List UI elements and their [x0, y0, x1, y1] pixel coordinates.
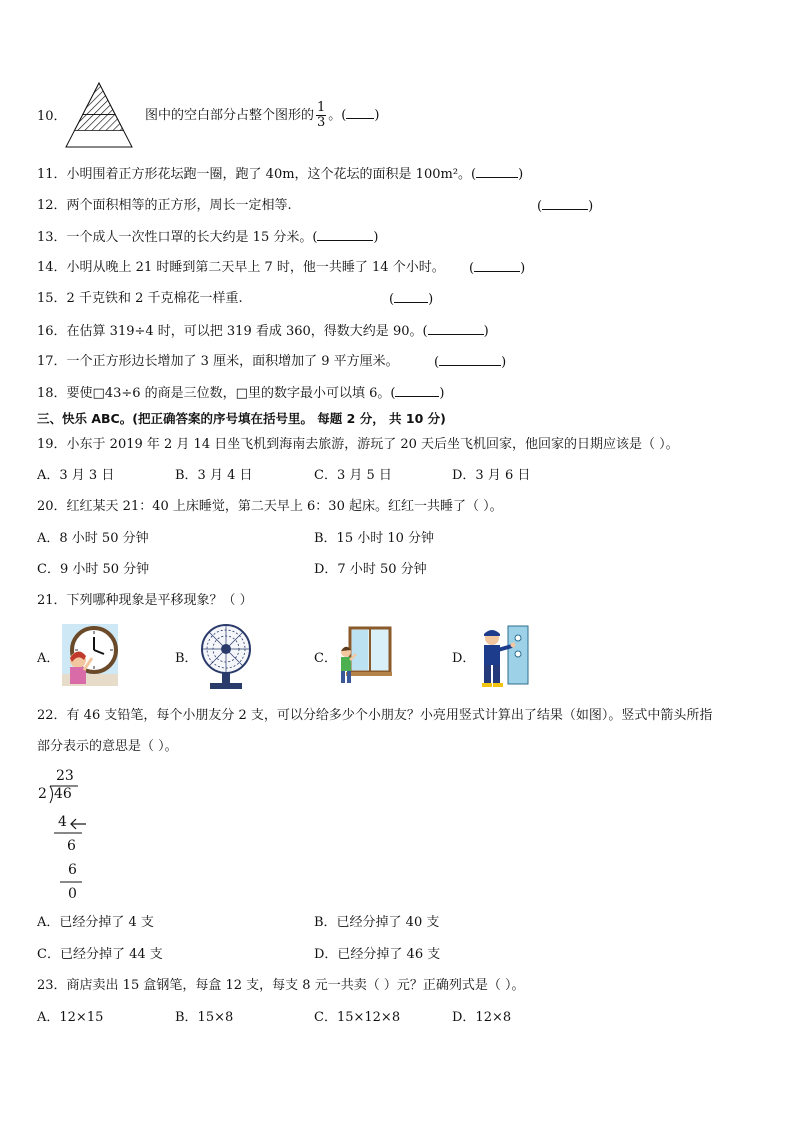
division-step2: 6 [68, 862, 77, 878]
q13-text: 13．一个成人一次性口罩的长大约是 15 分米。( [37, 230, 318, 245]
division-remainder1: 6 [67, 838, 76, 854]
q21-option-c[interactable]: C． [314, 651, 337, 666]
q19-option-a[interactable]: A．3 月 3 日 [37, 468, 115, 483]
q17-answer [434, 353, 506, 372]
q15 [37, 290, 243, 308]
q15-answer-blank[interactable] [394, 290, 428, 303]
q23-option-c[interactable]: C．15×12×8 [314, 1010, 401, 1025]
q12-open: ( [537, 199, 543, 214]
q22-option-b[interactable]: B．已经分掉了 40 支 [314, 915, 440, 930]
q23-option-b[interactable]: B．15×8 [175, 1010, 234, 1025]
q22-option-d[interactable]: D．已经分掉了 46 支 [314, 947, 441, 962]
q14-text: 14．小明从晚上 21 时睡到第二天早上 7 时，他一共睡了 14 个小时。 [37, 260, 445, 275]
q16-answer-blank[interactable] [428, 322, 484, 335]
q19-option-d[interactable]: D．3 月 6 日 [452, 468, 531, 483]
q21-option-a[interactable]: A． [37, 651, 60, 666]
q22-option-c[interactable]: C．已经分掉了 44 支 [37, 947, 163, 962]
q16-text: 16．在估算 319÷4 时，可以把 319 看成 360，得数大约是 90。( [37, 324, 428, 339]
q18 [37, 384, 445, 403]
q12-close: ) [588, 199, 594, 214]
q10-number: 10． [37, 109, 67, 124]
q15-answer [389, 290, 433, 309]
q14-close: ) [520, 261, 526, 276]
q14 [37, 259, 445, 277]
q11 [37, 165, 523, 184]
division-step1: 4 [58, 814, 67, 830]
q19-text: 19．小东于 2019 年 2 月 14 日坐飞机到海南去旅游，游玩了 20 天后坐飞机回家，他回家的日期应该是（ ）。 [37, 437, 679, 452]
q17-text: 17．一个正方形边长增加了 3 厘米，面积增加了 9 平方厘米。 [37, 354, 399, 369]
q20-text: 20．红红某天 21：40 上床睡觉，第二天早上 6：30 起床。红红一共睡了（ ）。 [37, 499, 503, 514]
window-icon [336, 626, 392, 686]
division-divisor: 2 [38, 786, 47, 802]
q15-text: 15．2 千克铁和 2 千克棉花一样重. [37, 291, 243, 306]
q18-answer-blank[interactable] [395, 384, 439, 397]
q22-option-a[interactable]: A．已经分掉了 4 支 [37, 915, 154, 930]
q12 [37, 197, 292, 215]
q10-text-before: 图中的空白部分占整个图形的 [145, 108, 315, 123]
q19-option-c[interactable]: C．3 月 5 日 [314, 468, 392, 483]
q11-answer-blank[interactable] [476, 165, 518, 178]
q11-text: 11．小明围着正方形花坛跑一圈，跑了 40m，这个花坛的面积是 100m²。( [37, 167, 477, 182]
q17-close: ) [501, 355, 507, 370]
q16-close: ) [483, 324, 489, 339]
q17-open: ( [434, 355, 440, 370]
q22-text-line2: 部分表示的意思是（ ）。 [37, 739, 178, 754]
fraction-one-third [316, 101, 326, 130]
q10-text [145, 101, 379, 130]
q14-answer-blank[interactable] [474, 259, 520, 272]
q10-close: ) [374, 108, 380, 123]
fraction-denominator: 3 [317, 115, 326, 130]
q21-text: 21．下列哪种现象是平移现象？（ ） [37, 593, 253, 608]
striped-triangle-figure [64, 80, 134, 150]
q19-option-b[interactable]: B．3 月 4 日 [175, 468, 253, 483]
worker-icon [474, 624, 530, 690]
q12-answer-blank[interactable] [542, 197, 588, 210]
division-quotient: 23 [56, 768, 74, 784]
q21-option-b[interactable]: B． [175, 651, 198, 666]
q23-option-d[interactable]: D．12×8 [452, 1010, 512, 1025]
q18-text: 18．要使□43÷6 的商是三位数，□里的数字最小可以填 6。( [37, 386, 396, 401]
q23-text: 23．商店卖出 15 盒钢笔，每盒 12 支，每支 8 元一共卖（ ）元？正确列式是（ ）。 [37, 978, 525, 993]
fraction-numerator: 1 [317, 100, 326, 115]
fan-icon [198, 619, 254, 693]
q20-option-d[interactable]: D．7 小时 50 分钟 [314, 562, 427, 577]
q14-answer [469, 259, 525, 278]
q20-option-a[interactable]: A．8 小时 50 分钟 [37, 531, 149, 546]
q17-answer-blank[interactable] [439, 353, 501, 366]
long-division [30, 766, 120, 906]
division-dividend: 46 [54, 786, 72, 802]
q15-close: ) [428, 292, 434, 307]
section3-title: 三、快乐 ABC。(把正确答案的序号填在括号里。 每题 2 分， 共 10 分) [37, 411, 446, 426]
q20-option-b[interactable]: B．15 小时 10 分钟 [314, 531, 435, 546]
q22-text-line1: 22．有 46 支铅笔，每个小朋友分 2 支，可以分给多少个小朋友？小亮用竖式计算出了结果（如图）。竖式中箭头所指 [37, 708, 713, 723]
q13-answer-blank[interactable] [317, 228, 373, 241]
left-arrow-icon [69, 818, 87, 830]
q15-open: ( [389, 292, 395, 307]
q10-answer-blank[interactable] [346, 106, 374, 119]
division-remainder2: 0 [68, 886, 77, 902]
clock-icon [62, 624, 118, 686]
q12-text: 12．两个面积相等的正方形，周长一定相等. [37, 198, 292, 213]
division-lines [30, 766, 120, 906]
q20-option-c[interactable]: C．9 小时 50 分钟 [37, 562, 150, 577]
q14-open: ( [469, 261, 475, 276]
q10-text-after: 。( [328, 108, 347, 123]
q18-close: ) [439, 386, 445, 401]
q12-answer [537, 197, 593, 216]
q16 [37, 322, 489, 341]
q17 [37, 353, 399, 371]
q21-option-d[interactable]: D． [452, 651, 476, 666]
q13 [37, 228, 379, 247]
q13-close: ) [373, 230, 379, 245]
q23-option-a[interactable]: A．12×15 [37, 1010, 104, 1025]
q11-close: ) [518, 167, 524, 182]
